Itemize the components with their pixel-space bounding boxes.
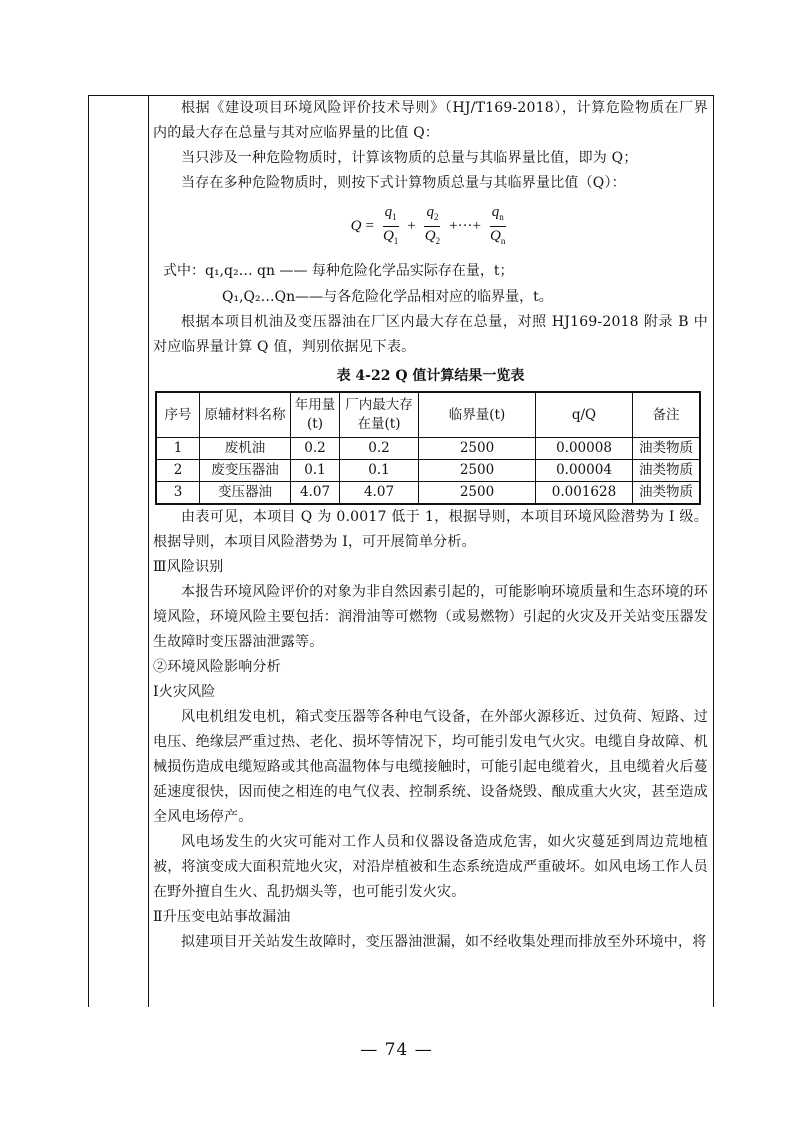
table-header-row <box>156 392 700 438</box>
paragraph: 根据本项目机油及变压器油在厂区内最大存在总量，对照 HJ169-2018 附录 B 中对应临界量计算 Q 值，判别依据见下表。 <box>153 314 708 355</box>
table-cell: 油类物质 <box>633 438 701 460</box>
paragraph: 由表可见，本项目 Q 为 0.0017 低于 1，根据导则，本项目环境风险潜势为 I 级。根据导则，本项目风险潜势为 I，可开展简单分析。 <box>153 509 708 550</box>
paragraph: 风电机组发电机，箱式变压器等各种电气设备，在外部火源移近、过负荷、短路、过电压、绝缘层严重过热、老化、损坏等情况下，均可能引发电气火灾。电缆自身故障、机械损伤造成电缆短路或其他高温物体与电缆接触时，可能引起电缆着火，且电缆着火后蔓延速度很快，因而使之相连的电气仪表、控制系统、设备烧毁、酿成重大火灾，甚至造成全风电场停产。 <box>153 709 708 825</box>
paragraph: 风电场发生的火灾可能对工作人员和仪器设备造成危害，如火灾蔓延到周边荒地植被，将演变成大面积荒地火灾，对沿岸植被和生态系统造成严重破坏。如风电场工作人员在野外擅自生火、乱扔烟头等，也可能引发火灾。 <box>153 834 708 900</box>
formula-lhs: Q <box>350 217 362 234</box>
paragraph: 根据《建设项目环境风险评价技术导则》（HJ/T169-2018），计算危险物质在厂界内的最大存在总量与其对应临界量的比值 Q： <box>153 100 708 141</box>
document-body <box>153 96 708 955</box>
table-cell: 废机油 <box>200 438 291 460</box>
table-row <box>156 460 700 482</box>
q-value-formula <box>153 198 708 254</box>
column-header: 厂内最大存在量(t) <box>340 392 419 438</box>
column-header: q/Q <box>536 392 633 438</box>
formula-fraction-1: $\frac{q_1}{Q_1}$ <box>382 203 399 246</box>
table-cell: 2 <box>156 460 200 482</box>
table-cell: 油类物质 <box>633 482 701 505</box>
column-header: 备注 <box>633 392 701 438</box>
table-cell: 油类物质 <box>633 460 701 482</box>
column-header: 临界量(t) <box>419 392 536 438</box>
definition-line: 式中：q₁,q₂… qn —— 每种危险化学品实际存在量，t； <box>163 263 514 279</box>
table-cell: 0.2 <box>291 438 340 460</box>
formula-fraction-n: $\frac{q_n}{Q_n}$ <box>490 203 506 246</box>
formula-definitions <box>153 258 708 310</box>
table-caption: 表 4-22 Q 值计算结果一览表 <box>336 368 525 384</box>
definition-line: Q₁,Q₂…Qn——与各危险化学品相对应的临界量，t。 <box>222 289 553 305</box>
q-value-table <box>155 391 701 505</box>
column-header: 原辅材料名称 <box>200 392 291 438</box>
table-cell: 2500 <box>419 460 536 482</box>
formula-equals: = <box>365 217 374 234</box>
table-cell: 0.00008 <box>536 438 633 460</box>
column-header: 年用量(t) <box>291 392 340 438</box>
table-row <box>156 482 700 505</box>
section-heading: Ⅰ火灾风险 <box>153 684 216 700</box>
paragraph: 当存在多种危险物质时，则按下式计算物质总量与其临界量比值（Q）： <box>181 175 626 191</box>
paragraph: 拟建项目开关站发生故障时，变压器油泄漏，如不经收集处理而排放至外环境中，将 <box>181 934 707 950</box>
formula-plus: + <box>407 217 416 234</box>
table-cell: 4.07 <box>291 482 340 505</box>
table-cell: 2500 <box>419 482 536 505</box>
page-number: — 74 — <box>360 1040 433 1060</box>
formula-ellipsis: +···+ <box>449 217 482 234</box>
section-risk-analysis <box>153 505 708 955</box>
section-heading: Ⅲ风险识别 <box>153 559 224 575</box>
section-heading: Ⅱ升压变电站事故漏油 <box>153 909 291 925</box>
table-cell: 0.00004 <box>536 460 633 482</box>
table-cell: 变压器油 <box>200 482 291 505</box>
formula-fraction-2: $\frac{q_2}{Q_2}$ <box>424 203 441 246</box>
table-cell: 0.001628 <box>536 482 633 505</box>
table-cell: 2500 <box>419 438 536 460</box>
section-heading: ②环境风险影响分析 <box>153 659 281 675</box>
form-frame-column-divider <box>148 95 149 1007</box>
table-cell: 0.1 <box>340 460 419 482</box>
form-frame-left-border <box>88 95 89 1007</box>
form-frame-right-border <box>713 95 714 1007</box>
table-cell: 1 <box>156 438 200 460</box>
paragraph: 当只涉及一种危险物质时，计算该物质的总量与其临界量比值，即为 Q； <box>181 150 638 166</box>
column-header: 序号 <box>156 392 200 438</box>
table-row <box>156 438 700 460</box>
paragraph: 本报告环境风险评价的对象为非自然因素引起的，可能影响环境质量和生态环境的环境风险，环境风险主要包括：润滑油等可燃物（或易燃物）引起的火灾及开关站变压器发生故障时变压器油泄露等。 <box>153 584 708 650</box>
table-cell: 3 <box>156 482 200 505</box>
table-cell: 0.2 <box>340 438 419 460</box>
table-cell: 0.1 <box>291 460 340 482</box>
table-cell: 废变压器油 <box>200 460 291 482</box>
table-cell: 4.07 <box>340 482 419 505</box>
